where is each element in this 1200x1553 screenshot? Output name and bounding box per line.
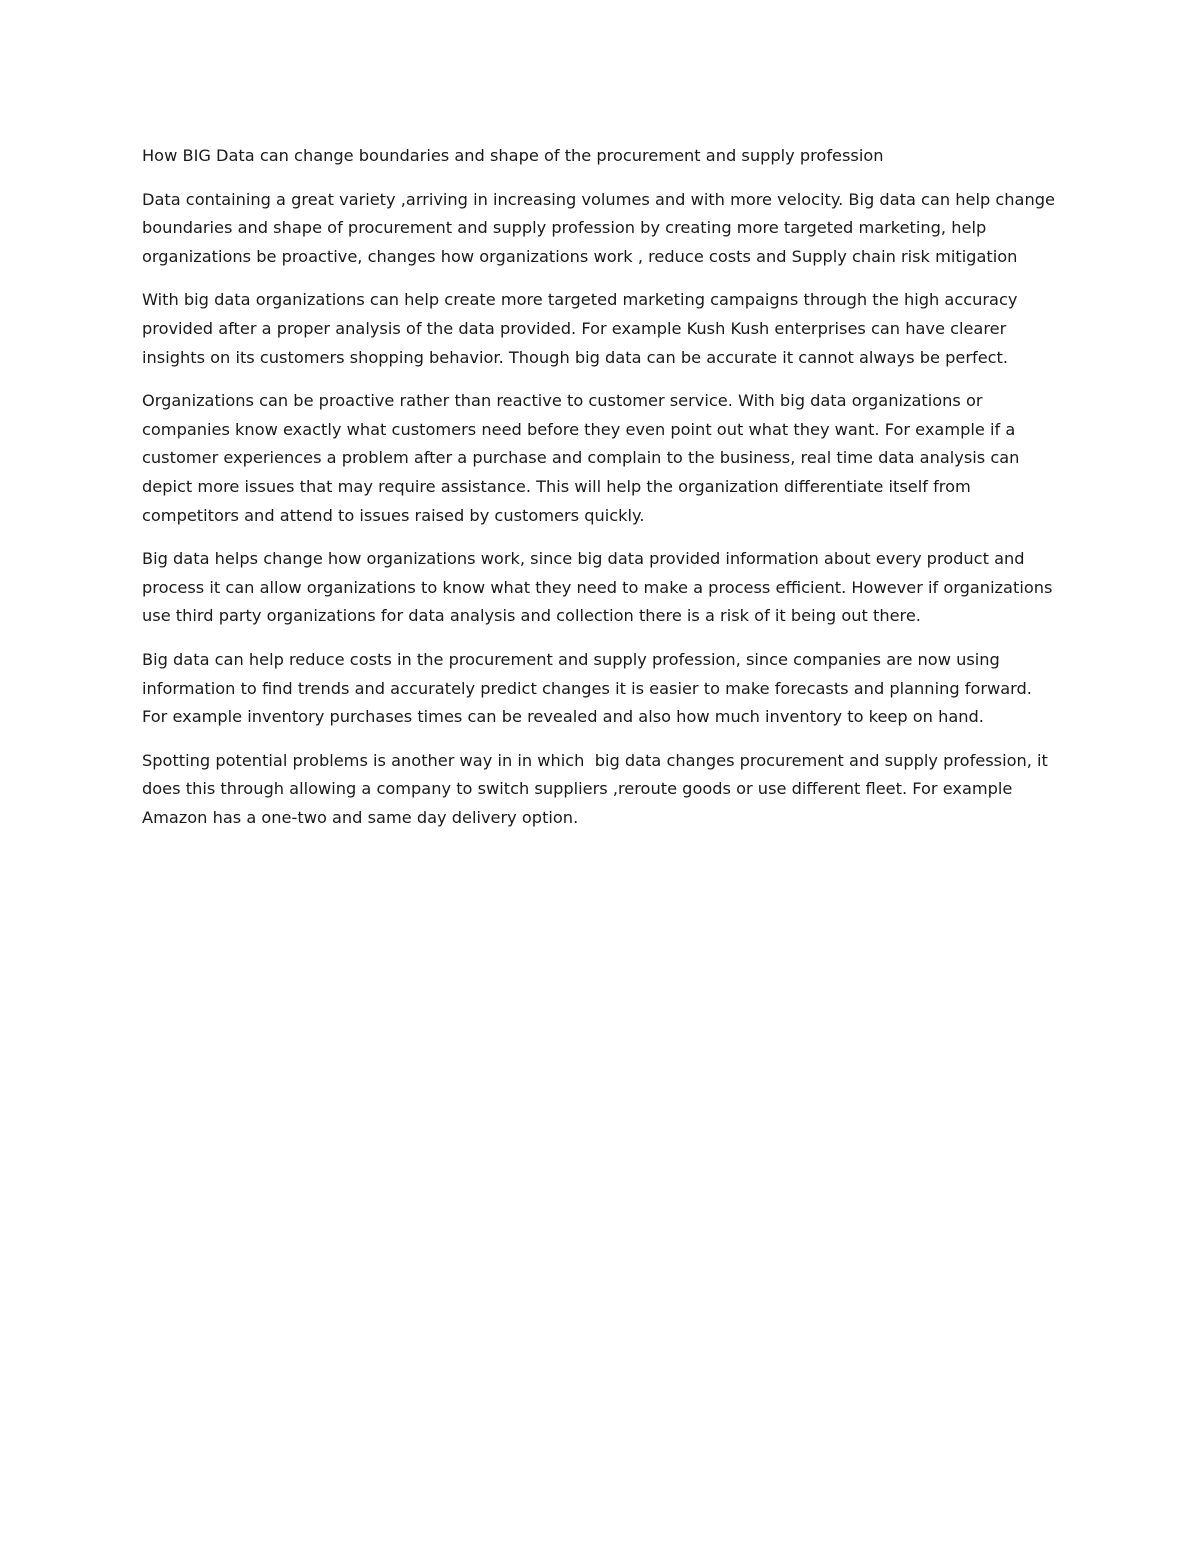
paragraph-how-organizations-work: Big data helps change how organizations work, since big data provided information about every product and process it can allow organizations to know what they need to make a process efficient. However if organizations use third party organizations for data analysis and collection there is a risk of it being out there. [142,549,1058,626]
document-body [142,142,1062,847]
paragraph-risk-mitigation: Spotting potential problems is another way in in which big data changes procurement and supply profession, it does this through allowing a company to switch suppliers ,reroute goods or use different fleet. For example Amazon has a one-two and same day delivery option. [142,750,1054,827]
paragraph-targeted-marketing: With big data organizations can help create more targeted marketing campaigns through the high accuracy provided after a proper analysis of the data provided. For example Kush Kush enterprises can have clearer insights on its customers shopping behavior. Though big data can be accurate it cannot always be perfect. [142,290,1028,367]
paragraph-intro: Data containing a great variety ,arriving in increasing volumes and with more velocity. Big data can help change boundaries and shape of procurement and supply profession by creating more targeted marketing, help organizations be proactive, changes how organizations work , reduce costs and Supply chain risk mitigation [142,189,1061,266]
paragraph-reduce-costs: Big data can help reduce costs in the procurement and supply profession, since companies are now using information to find trends and accurately predict changes it is easier to make forecasts and planning forward. For example inventory purchases times can be revealed and also how much inventory to keep on hand. [142,649,1038,727]
paragraph-proactive: Organizations can be proactive rather than reactive to customer service. With big data organizations or companies know exactly what customers need before they even point out what they want. For example if a customer experiences a problem after a purchase and complain to the business, real time data analysis can depict more issues that may require assistance. This will help the organization differentiate itself from competitors and attend to issues raised by customers quickly. [142,391,1025,525]
document-title: How BIG Data can change boundaries and shape of the procurement and supply profession [142,146,884,165]
